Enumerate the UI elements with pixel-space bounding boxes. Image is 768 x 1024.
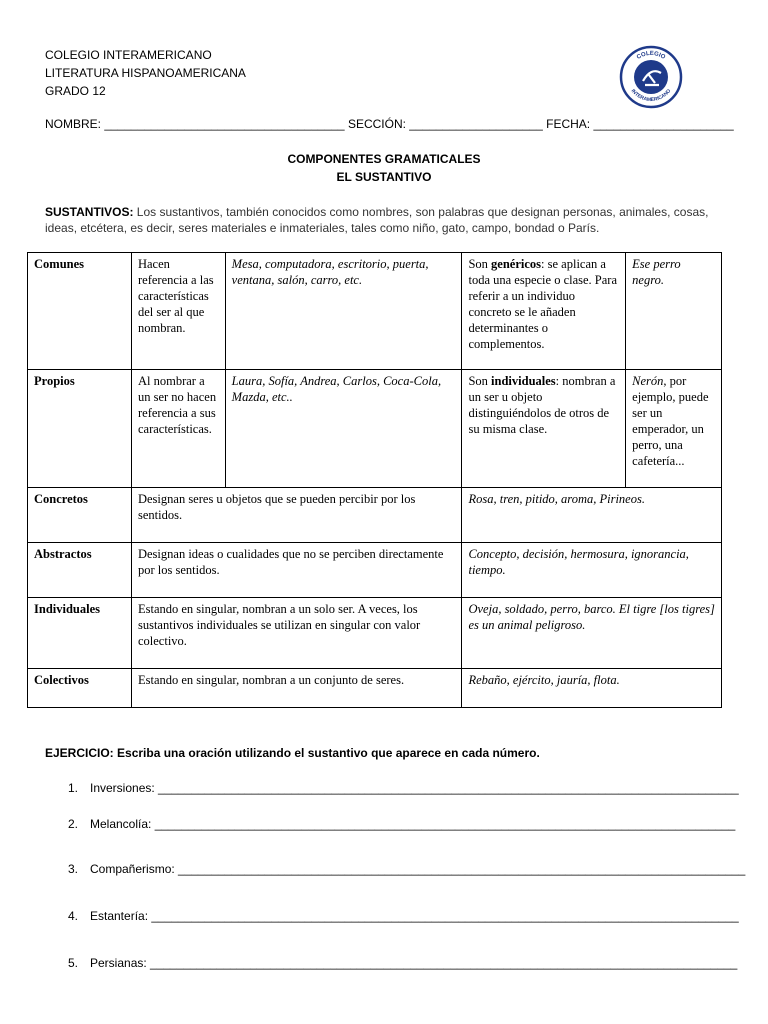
row-examples: Concepto, decisión, hermosura, ignorancia, tiempo. bbox=[462, 543, 722, 598]
course-name: LITERATURA HISPANOAMERICANA bbox=[45, 66, 246, 80]
row-description: Estando en singular, nombran a un conjunto de seres. bbox=[131, 669, 461, 708]
exercise-item[interactable] bbox=[68, 909, 739, 923]
table-row bbox=[28, 598, 722, 669]
item-text[interactable]: Inversiones: _______________________________________________________________________________________ bbox=[90, 781, 739, 795]
logo-bottom-text: INTERAMERICANO bbox=[629, 88, 673, 104]
table-row bbox=[28, 669, 722, 708]
item-text[interactable]: Estantería: ________________________________________________________________________________________ bbox=[90, 909, 739, 923]
row-description: Hacen referencia a las características del ser al que nombran. bbox=[131, 253, 225, 370]
school-seal-logo bbox=[619, 45, 683, 109]
row-description: Estando en singular, nombran a un solo ser. A veces, los sustantivos individuales se utilizan en singular con valor colectivo. bbox=[131, 598, 461, 669]
row-examples: Mesa, computadora, escritorio, puerta, ventana, salón, carro, etc. bbox=[225, 253, 462, 370]
row-examples: Rosa, tren, pitido, aroma, Pirineos. bbox=[462, 488, 722, 543]
table-row bbox=[28, 543, 722, 598]
item-number: 5. bbox=[68, 956, 79, 970]
section-field[interactable]: SECCIÓN: ____________________ bbox=[347, 117, 543, 131]
exercise-item[interactable] bbox=[68, 956, 737, 970]
item-text[interactable]: Melancolía: _______________________________________________________________________________________ bbox=[90, 817, 736, 831]
noun-types-table bbox=[27, 252, 722, 708]
item-text[interactable]: Compañerismo: _____________________________________________________________________________________ bbox=[90, 862, 746, 876]
row-examples: Rebaño, ejército, jauría, flota. bbox=[462, 669, 722, 708]
table-row bbox=[28, 253, 722, 370]
exercise-item[interactable] bbox=[68, 781, 739, 795]
item-number: 3. bbox=[68, 862, 79, 876]
intro-text: Los sustantivos, también conocidos como nombres, son palabras que designan personas, animales, cosas, ideas, etcétera, es decir, seres materiales e inmateriales, tales como niño, gato, campo, bondad o París. bbox=[45, 205, 709, 235]
name-field[interactable]: NOMBRE: ____________________________________ bbox=[45, 117, 345, 131]
school-header bbox=[45, 46, 246, 100]
intro-paragraph bbox=[45, 204, 715, 236]
exercise-item[interactable] bbox=[68, 862, 745, 876]
row-extra-example: Ese perro negro. bbox=[626, 253, 722, 370]
school-name: COLEGIO INTERAMERICANO bbox=[45, 48, 212, 62]
row-description: Designan seres u objetos que se pueden percibir por los sentidos. bbox=[131, 488, 461, 543]
exercise-title: EJERCICIO: Escriba una oración utilizando el sustantivo que aparece en cada número. bbox=[45, 746, 540, 760]
row-label: Concretos bbox=[28, 488, 132, 543]
row-description: Al nombrar a un ser no hacen referencia a sus características. bbox=[131, 370, 225, 488]
grade-label: GRADO 12 bbox=[45, 84, 106, 98]
item-number: 2. bbox=[68, 817, 79, 831]
table-row bbox=[28, 370, 722, 488]
row-note: Son individuales: nombran a un ser u objeto distinguiéndolos de otros de su misma clase. bbox=[462, 370, 626, 488]
row-label: Propios bbox=[28, 370, 132, 488]
row-label: Colectivos bbox=[28, 669, 132, 708]
item-number: 1. bbox=[68, 781, 79, 795]
row-description: Designan ideas o cualidades que no se perciben directamente por los sentidos. bbox=[131, 543, 461, 598]
row-label: Comunes bbox=[28, 253, 132, 370]
table-row bbox=[28, 488, 722, 543]
page-subtitle: EL SUSTANTIVO bbox=[336, 170, 432, 184]
note-keyword: genéricos bbox=[491, 257, 542, 271]
item-text[interactable]: Persianas: ________________________________________________________________________________________ bbox=[90, 956, 738, 970]
intro-label: SUSTANTIVOS: bbox=[45, 205, 134, 219]
row-note: Son genéricos: se aplican a toda una especie o clase. Para referir a un individuo concreto se le añaden determinantes o complementos. bbox=[462, 253, 626, 370]
logo-top-text: COLEGIO bbox=[635, 50, 667, 61]
svg-text:COLEGIO bbox=[636, 51, 666, 61]
row-examples: Oveja, soldado, perro, barco. El tigre [los tigres] es un animal peligroso. bbox=[462, 598, 722, 669]
date-field[interactable]: FECHA: _____________________ bbox=[546, 117, 734, 131]
row-extra-example: Nerón, por ejemplo, puede ser un emperador, un perro, una cafetería... bbox=[626, 370, 722, 488]
page-title: COMPONENTES GRAMATICALES bbox=[287, 152, 481, 166]
exercise-item[interactable] bbox=[68, 817, 735, 831]
row-label: Individuales bbox=[28, 598, 132, 669]
row-examples: Laura, Sofía, Andrea, Carlos, Coca-Cola, Mazda, etc.. bbox=[225, 370, 462, 488]
item-number: 4. bbox=[68, 909, 79, 923]
note-keyword: individuales bbox=[491, 374, 556, 388]
row-label: Abstractos bbox=[28, 543, 132, 598]
student-fields bbox=[45, 117, 734, 131]
